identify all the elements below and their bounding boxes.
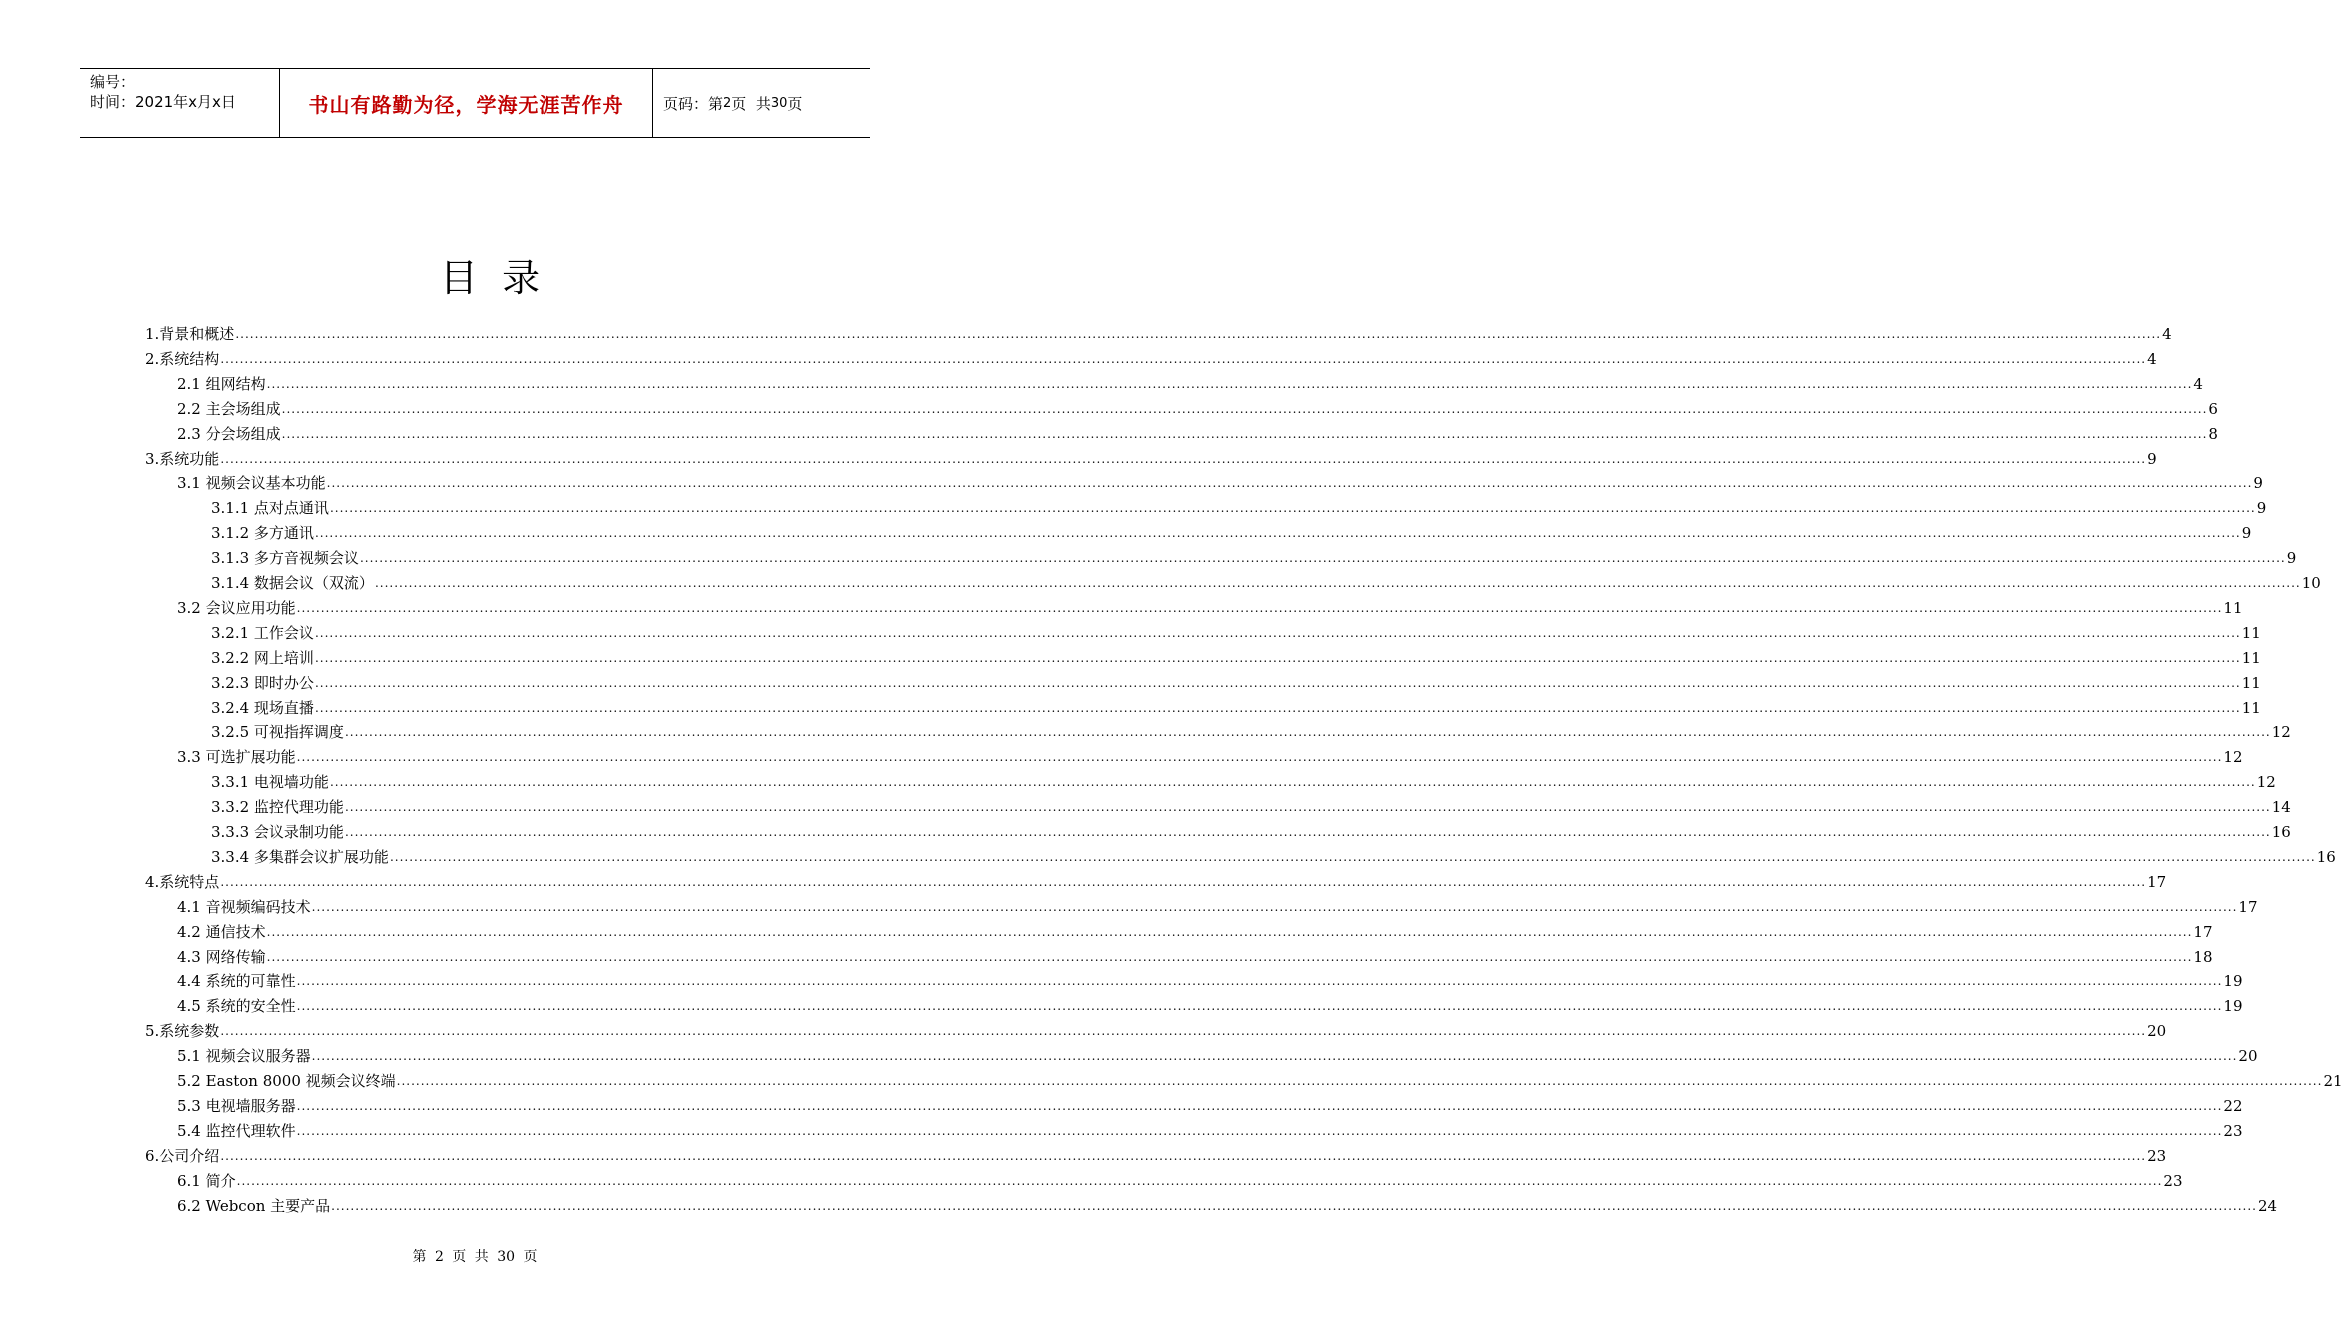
toc-leader-dots: ................................................................................................................................................................................................................................................................................................................................................................................................................ bbox=[220, 1148, 2147, 1163]
toc-entry-page: 9 bbox=[2286, 549, 2297, 568]
toc-leader-dots: ................................................................................................................................................................................................................................................................................................................................................................................................................ bbox=[326, 476, 2253, 491]
toc-leader-dots: ................................................................................................................................................................................................................................................................................................................................................................................................................ bbox=[311, 899, 2238, 914]
toc-entry-page: 17 bbox=[2193, 922, 2213, 941]
toc-leader-dots: ................................................................................................................................................................................................................................................................................................................................................................................................................ bbox=[314, 675, 2241, 690]
toc-entry-page: 10 bbox=[2301, 574, 2321, 592]
toc-entry-page: 9 bbox=[2253, 474, 2263, 493]
toc-entry[interactable] bbox=[177, 916, 2213, 941]
toc-entry[interactable] bbox=[211, 567, 2321, 592]
toc-leader-dots: ................................................................................................................................................................................................................................................................................................................................................................................................................ bbox=[220, 1024, 2147, 1039]
toc-entry[interactable] bbox=[177, 1165, 2183, 1190]
toc-leader-dots: ................................................................................................................................................................................................................................................................................................................................................................................................................ bbox=[311, 1049, 2238, 1064]
toc-leader-dots: ................................................................................................................................................................................................................................................................................................................................................................................................................ bbox=[281, 401, 2208, 416]
page-prefix: 页码：第 bbox=[663, 94, 724, 113]
toc-leader-dots: ................................................................................................................................................................................................................................................................................................................................................................................................................ bbox=[220, 451, 2147, 466]
toc-entry-label: 3.3.4 多集群会议扩展功能 bbox=[211, 847, 389, 866]
toc-entry-label: 5.1 视频会议服务器 bbox=[177, 1047, 311, 1066]
toc-entry-page: 23 bbox=[2147, 1146, 2167, 1165]
toc-entry-page: 19 bbox=[2223, 997, 2243, 1016]
toc-entry[interactable] bbox=[177, 891, 2258, 916]
toc-entry-page: 11 bbox=[2241, 673, 2261, 692]
toc-entry-label: 3.3 可选扩展功能 bbox=[177, 748, 296, 767]
toc-entry[interactable] bbox=[211, 716, 2291, 742]
toc-leader-dots: ................................................................................................................................................................................................................................................................................................................................................................................................................ bbox=[314, 526, 2241, 541]
toc-entry-page: 9 bbox=[2256, 499, 2267, 518]
toc-entry-page: 9 bbox=[2147, 449, 2157, 468]
header-meta bbox=[80, 69, 280, 137]
toc-entry-label: 3.1.1 点对点通讯 bbox=[211, 499, 329, 518]
toc-entry[interactable] bbox=[211, 692, 2261, 717]
toc-entry[interactable] bbox=[177, 1040, 2258, 1066]
toc-leader-dots: ................................................................................................................................................................................................................................................................................................................................................................................................................ bbox=[359, 551, 2286, 566]
toc-leader-dots: ................................................................................................................................................................................................................................................................................................................................................................................................................ bbox=[296, 1123, 2223, 1138]
toc-entry-label: 3.2.1 工作会议 bbox=[211, 623, 314, 642]
toc-entry-label: 4.3 网络传输 bbox=[177, 947, 266, 966]
toc-entry-page: 4 bbox=[2147, 349, 2157, 368]
toc-entry[interactable] bbox=[211, 791, 2291, 817]
toc-leader-dots: ................................................................................................................................................................................................................................................................................................................................................................................................................ bbox=[344, 725, 2271, 740]
toc-leader-dots: ................................................................................................................................................................................................................................................................................................................................................................................................................ bbox=[220, 351, 2147, 366]
number-label: 编号： bbox=[90, 73, 136, 91]
toc-entry[interactable] bbox=[177, 1090, 2243, 1115]
toc-entry[interactable] bbox=[177, 592, 2243, 617]
toc-entry-label: 4.1 音视频编码技术 bbox=[177, 897, 311, 916]
page-number: 2 bbox=[723, 95, 732, 111]
toc-entry-label: 5.2 Easton 8000 视频会议终端 bbox=[177, 1072, 396, 1090]
toc-leader-dots: ................................................................................................................................................................................................................................................................................................................................................................................................................ bbox=[236, 1173, 2163, 1188]
toc-entry-page: 19 bbox=[2223, 972, 2243, 991]
toc-leader-dots: ................................................................................................................................................................................................................................................................................................................................................................................................................ bbox=[389, 849, 2316, 864]
page-title: 目 录 bbox=[439, 256, 541, 300]
toc-entry-label: 6.公司介绍 bbox=[145, 1146, 220, 1165]
toc-entry[interactable] bbox=[177, 467, 2263, 493]
toc-entry-page: 23 bbox=[2223, 1121, 2243, 1140]
toc-entry[interactable] bbox=[145, 866, 2167, 891]
toc-entry[interactable] bbox=[177, 1115, 2243, 1140]
toc-entry[interactable] bbox=[145, 318, 2172, 343]
toc-leader-dots: ................................................................................................................................................................................................................................................................................................................................................................................................................ bbox=[220, 874, 2147, 889]
toc-entry-page: 24 bbox=[2257, 1196, 2278, 1215]
toc-leader-dots: ................................................................................................................................................................................................................................................................................................................................................................................................................ bbox=[374, 576, 2301, 590]
toc-leader-dots: ................................................................................................................................................................................................................................................................................................................................................................................................................ bbox=[344, 800, 2271, 815]
toc-entry-page: 16 bbox=[2316, 847, 2336, 866]
toc-leader-dots: ................................................................................................................................................................................................................................................................................................................................................................................................................ bbox=[281, 426, 2208, 441]
toc-entry-label: 3.1.2 多方通讯 bbox=[211, 524, 314, 543]
toc-entry-page: 12 bbox=[2223, 748, 2243, 767]
toc-entry-label: 3.2.3 即时办公 bbox=[211, 673, 314, 692]
toc-entry[interactable] bbox=[211, 816, 2291, 841]
toc-entry-label: 6.1 简介 bbox=[177, 1171, 236, 1190]
toc-entry[interactable] bbox=[145, 1140, 2167, 1165]
toc-entry-label: 3.2.4 现场直播 bbox=[211, 698, 314, 717]
page-mid: 页 共 bbox=[731, 94, 771, 113]
toc-entry[interactable] bbox=[177, 941, 2213, 966]
toc-leader-dots: ................................................................................................................................................................................................................................................................................................................................................................................................................ bbox=[314, 650, 2241, 665]
page-footer: 第 2 页 共 30 页 bbox=[412, 1249, 538, 1265]
toc-entry[interactable] bbox=[211, 542, 2297, 568]
toc-entry-label: 3.系统功能 bbox=[145, 449, 220, 468]
toc-leader-dots: ................................................................................................................................................................................................................................................................................................................................................................................................................ bbox=[235, 327, 2162, 341]
toc-entry-label: 3.1 视频会议基本功能 bbox=[177, 474, 326, 493]
toc-entry-label: 2.3 分会场组成 bbox=[177, 424, 281, 443]
toc-entry-label: 4.系统特点 bbox=[145, 872, 220, 891]
toc-entry-label: 3.3.2 监控代理功能 bbox=[211, 798, 344, 817]
toc-entry[interactable] bbox=[211, 642, 2261, 667]
header-page-info bbox=[653, 69, 870, 137]
toc-leader-dots: ................................................................................................................................................................................................................................................................................................................................................................................................................ bbox=[296, 750, 2223, 765]
toc-entry-page: 12 bbox=[2256, 773, 2276, 792]
toc-leader-dots: ................................................................................................................................................................................................................................................................................................................................................................................................................ bbox=[329, 775, 2256, 790]
toc-entry-label: 3.3.1 电视墙功能 bbox=[211, 773, 329, 792]
toc-entry-page: 11 bbox=[2241, 623, 2261, 642]
toc-entry[interactable] bbox=[211, 667, 2261, 692]
toc-entry[interactable] bbox=[211, 517, 2252, 543]
toc-entry[interactable] bbox=[177, 741, 2243, 767]
toc-entry-label: 3.2 会议应用功能 bbox=[177, 598, 296, 617]
toc-entry[interactable] bbox=[145, 443, 2157, 468]
toc-entry[interactable] bbox=[211, 841, 2336, 866]
toc-entry-label: 6.2 Webcon 主要产品 bbox=[177, 1196, 331, 1215]
toc-entry-page: 11 bbox=[2223, 598, 2243, 617]
toc-entry[interactable] bbox=[177, 393, 2218, 418]
toc-leader-dots: ................................................................................................................................................................................................................................................................................................................................................................................................................ bbox=[331, 1198, 2257, 1213]
toc-leader-dots: ................................................................................................................................................................................................................................................................................................................................................................................................................ bbox=[296, 999, 2223, 1014]
toc-entry-page: 22 bbox=[2223, 1096, 2243, 1115]
toc-entry-page: 16 bbox=[2271, 823, 2291, 841]
toc-leader-dots: ................................................................................................................................................................................................................................................................................................................................................................................................................ bbox=[396, 1074, 2323, 1088]
toc-leader-dots: ................................................................................................................................................................................................................................................................................................................................................................................................................ bbox=[314, 625, 2241, 640]
toc-entry[interactable] bbox=[177, 965, 2243, 991]
toc-entry[interactable] bbox=[145, 343, 2157, 368]
toc-entry-page: 11 bbox=[2241, 648, 2261, 667]
toc-entry[interactable] bbox=[211, 766, 2276, 792]
toc-entry[interactable] bbox=[211, 492, 2267, 518]
toc-entry-page: 23 bbox=[2163, 1171, 2183, 1190]
time-label: 时间：2021年x月x日 bbox=[90, 93, 236, 111]
toc-leader-dots: ................................................................................................................................................................................................................................................................................................................................................................................................................ bbox=[266, 924, 2193, 939]
page-total: 30 bbox=[770, 95, 788, 111]
toc-entry[interactable] bbox=[177, 1065, 2343, 1090]
toc-entry-label: 1.背景和概述 bbox=[145, 325, 235, 343]
toc-leader-dots: ................................................................................................................................................................................................................................................................................................................................................................................................................ bbox=[344, 825, 2271, 839]
toc-entry-page: 18 bbox=[2193, 947, 2213, 966]
toc-entry-page: 8 bbox=[2208, 424, 2218, 443]
toc-entry-label: 5.3 电视墙服务器 bbox=[177, 1096, 296, 1115]
toc-entry[interactable] bbox=[177, 418, 2218, 443]
toc-entry[interactable] bbox=[177, 368, 2203, 393]
toc-entry[interactable] bbox=[211, 617, 2261, 642]
toc-entry-label: 3.1.4 数据会议（双流） bbox=[211, 574, 374, 592]
toc-leader-dots: ................................................................................................................................................................................................................................................................................................................................................................................................................ bbox=[296, 974, 2223, 989]
toc-entry-label: 3.2.5 可视指挥调度 bbox=[211, 723, 344, 742]
toc-entry-label: 3.1.3 多方音视频会议 bbox=[211, 549, 359, 568]
toc-entry-label: 4.4 系统的可靠性 bbox=[177, 972, 296, 991]
toc-entry-label: 2.2 主会场组成 bbox=[177, 399, 281, 418]
toc-entry-page: 20 bbox=[2238, 1047, 2258, 1066]
toc-leader-dots: ................................................................................................................................................................................................................................................................................................................................................................................................................ bbox=[296, 600, 2223, 615]
toc-entry-label: 2.系统结构 bbox=[145, 349, 220, 368]
toc-entry-label: 5.4 监控代理软件 bbox=[177, 1121, 296, 1140]
toc-entry-page: 21 bbox=[2323, 1072, 2343, 1090]
toc-leader-dots: ................................................................................................................................................................................................................................................................................................................................................................................................................ bbox=[296, 1098, 2223, 1113]
toc-entry-page: 4 bbox=[2193, 374, 2203, 393]
toc-entry-page: 9 bbox=[2241, 524, 2252, 543]
toc-entry-page: 4 bbox=[2162, 325, 2172, 343]
toc-entry-label: 3.3.3 会议录制功能 bbox=[211, 823, 344, 841]
toc-entry-page: 20 bbox=[2147, 1022, 2167, 1041]
toc-entry-page: 14 bbox=[2271, 798, 2291, 817]
page-header bbox=[80, 68, 870, 138]
toc-entry[interactable] bbox=[145, 1015, 2167, 1041]
header-motto: 书山有路勤为径，学海无涯苦作舟 bbox=[280, 69, 653, 137]
toc-entry-page: 12 bbox=[2271, 723, 2291, 742]
toc-leader-dots: ................................................................................................................................................................................................................................................................................................................................................................................................................ bbox=[266, 376, 2193, 391]
toc-entry-page: 11 bbox=[2241, 698, 2261, 717]
toc-entry-label: 4.5 系统的安全性 bbox=[177, 997, 296, 1016]
toc-entry-label: 2.1 组网结构 bbox=[177, 374, 266, 393]
toc-entry-page: 17 bbox=[2238, 897, 2258, 916]
toc-leader-dots: ................................................................................................................................................................................................................................................................................................................................................................................................................ bbox=[329, 501, 2256, 516]
toc-leader-dots: ................................................................................................................................................................................................................................................................................................................................................................................................................ bbox=[314, 700, 2241, 715]
toc-entry-label: 4.2 通信技术 bbox=[177, 922, 266, 941]
toc-entry-label: 5.系统参数 bbox=[145, 1022, 220, 1041]
page-suffix: 页 bbox=[787, 94, 803, 113]
toc-leader-dots: ................................................................................................................................................................................................................................................................................................................................................................................................................ bbox=[266, 949, 2193, 964]
toc-entry-page: 6 bbox=[2208, 399, 2218, 418]
toc-entry-page: 17 bbox=[2147, 872, 2167, 891]
toc-entry[interactable] bbox=[177, 990, 2243, 1016]
toc-entry[interactable] bbox=[177, 1190, 2278, 1215]
toc-entry-label: 3.2.2 网上培训 bbox=[211, 648, 314, 667]
